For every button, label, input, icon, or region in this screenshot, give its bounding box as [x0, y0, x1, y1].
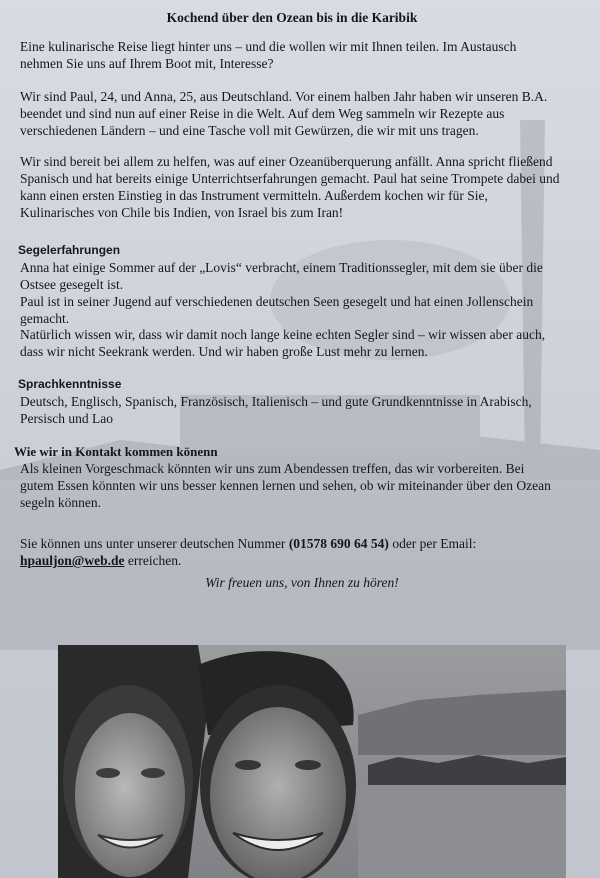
contact-heading: Wie wir in Kontakt kommen könenn — [14, 444, 218, 459]
languages-line-2: Persisch und Lao — [20, 411, 113, 426]
reach-prefix: Sie können uns unter unserer deutschen Nummer — [20, 536, 286, 551]
sailing-line-3: Paul ist in seiner Jugend auf verschiedenen deutschen Seen gesegelt und hat einen Jollenschein — [20, 294, 534, 309]
help-line-3: kann einen ersten Einstieg in das Instrument vermitteln. Außerdem kochen wir für Sie, — [20, 188, 488, 203]
reach-line — [20, 535, 595, 553]
contact-line-1: Als kleinen Vorgeschmack könnten wir uns zum Abendessen treffen, das wir vorbereiten. Bei — [20, 461, 525, 476]
sailing-heading: Segelerfahrungen — [18, 243, 121, 257]
intro-line-1: Eine kulinarische Reise liegt hinter uns – und die wollen wir mit Ihnen teilen. Im Austausch — [20, 39, 517, 54]
languages-line-1: Deutsch, Englisch, Spanisch, Französisch, Italienisch – und gute Grundkenntnisse in Arabisch, — [20, 394, 532, 409]
sailing-line-1: Anna hat einige Sommer auf der „Lovis“ verbracht, einem Traditionssegler, mit dem sie über die — [20, 260, 543, 275]
sailing-line-4: gemacht. — [20, 311, 70, 326]
sailing-line-6: dass wir nicht Seekrank werden. Und wir haben große Lust mehr zu lernen. — [20, 344, 428, 359]
email-link[interactable]: hpauljon@web.de — [20, 553, 125, 568]
help-line-1: Wir sind bereit bei allem zu helfen, was auf einer Ozeanüberquerung anfällt. Anna spricht fließend — [20, 154, 553, 169]
phone-number: (01578 690 64 54) — [288, 536, 389, 551]
email-line — [20, 552, 595, 570]
page-title: Kochend über den Ozean bis in die Karibik — [166, 10, 418, 25]
contact-line-3: segeln können. — [20, 495, 101, 510]
reach-middle: oder per Email: — [392, 536, 477, 551]
about-line-2: beendet und sind nun auf einer Reise in die Welt. Auf dem Weg sammeln wir Rezepte aus — [20, 106, 505, 121]
reach-suffix: erreichen. — [127, 553, 182, 568]
languages-heading: Sprachkenntnisse — [18, 377, 122, 391]
help-line-2: Spanisch und hat bereits einige Unterrichtserfahrungen gemacht. Paul hat seine Trompete dabei und — [20, 171, 560, 186]
intro-line-2: nehmen Sie uns auf Ihrem Boot mit, Interesse? — [20, 56, 274, 71]
help-line-4: Kulinarisches von Chile bis Indien, von Israel bis zum Iran! — [20, 205, 344, 220]
closing-line: Wir freuen uns, von Ihnen zu hören! — [205, 575, 399, 590]
sailing-line-2: Ostsee gesegelt ist. — [20, 277, 124, 292]
couple-photo-illustration — [58, 645, 566, 878]
about-line-1: Wir sind Paul, 24, und Anna, 25, aus Deutschland. Vor einem halben Jahr haben wir unseren B.A. — [20, 89, 548, 104]
about-line-3: verschiedenen Ländern – und eine Tasche voll mit Gewürzen, die wir mit uns tragen. — [20, 123, 479, 138]
sailing-line-5: Natürlich wissen wir, dass wir damit noch lange keine echten Segler sind – wir wissen aber auch, — [20, 327, 546, 342]
couple-photo — [58, 645, 566, 878]
contact-line-2: gutem Essen könnten wir uns besser kennen lernen und sehen, ob wir miteinander über den Ozean — [20, 478, 551, 493]
